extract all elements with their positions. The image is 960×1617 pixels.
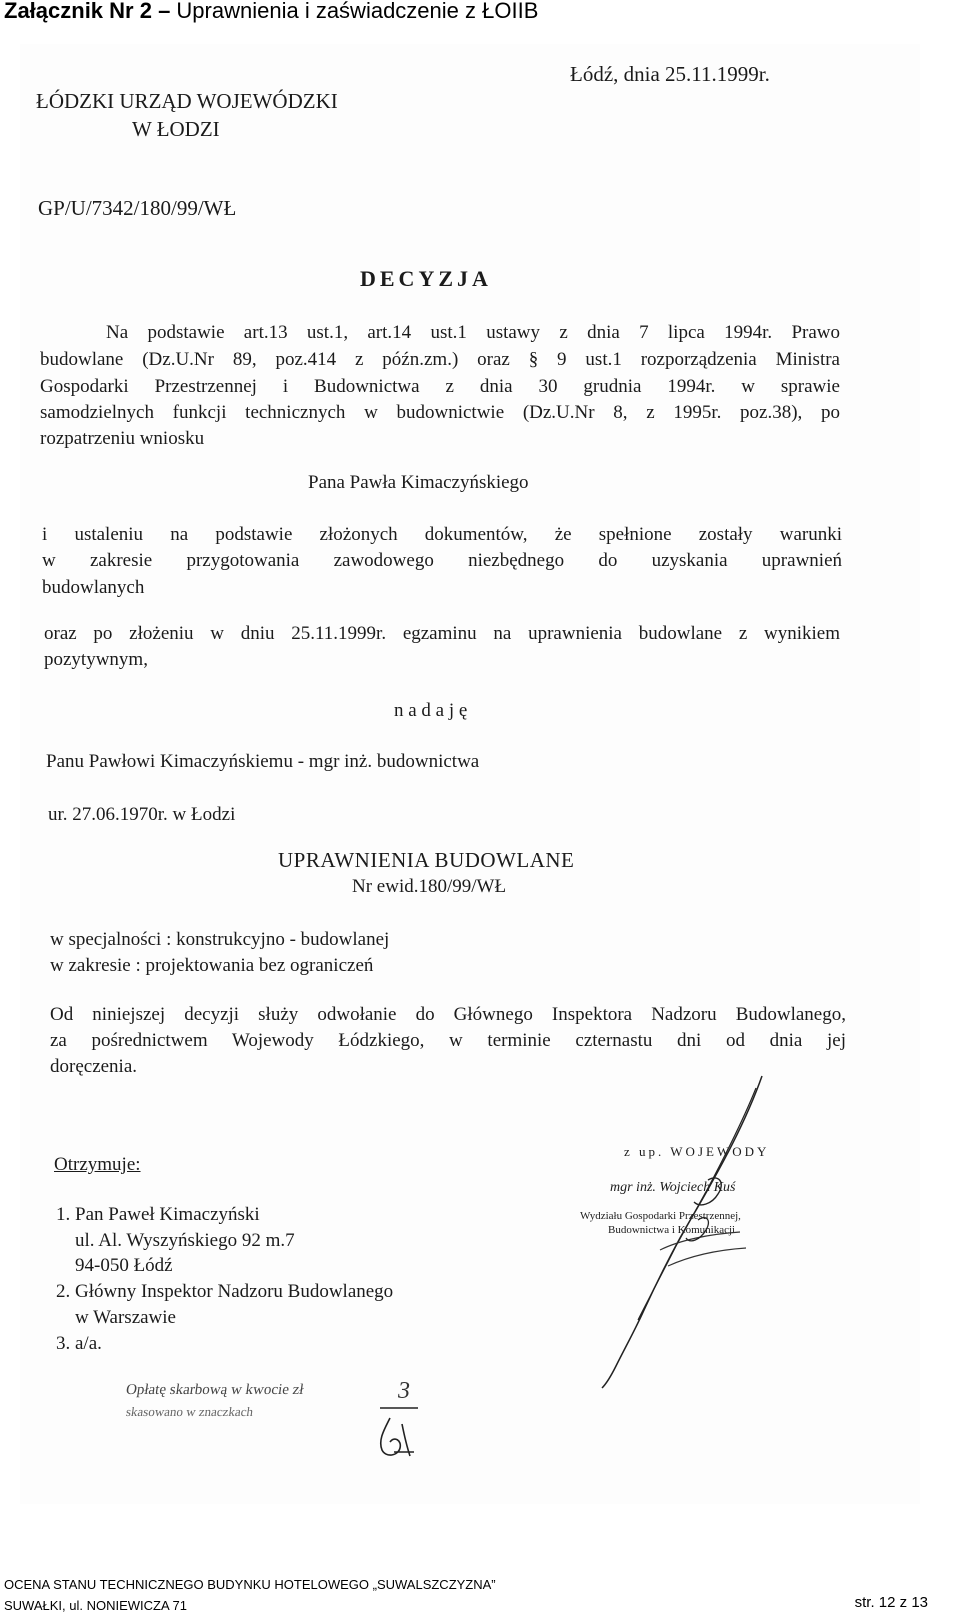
- fee-initials-mark: [370, 1404, 430, 1464]
- reference-number: GP/U/7342/180/99/WŁ: [38, 196, 237, 220]
- basis-line-2: budowlane (Dz.U.Nr 89, poz.414 z późn.zm.) oraz § 9 ust.1 rozporządzenia Ministra: [40, 349, 840, 370]
- basis-line-5: rozpatrzeniu wniosku: [40, 428, 205, 449]
- fee-amount: 3: [398, 1378, 410, 1404]
- appeal-line-1: Od niniejszej decyzji służy odwołanie do Głównego Inspektora Nadzoru Budowlanego,: [50, 1004, 846, 1025]
- findings-line-2: w zakresie przygotowania zawodowego niezbędnego do uzyskania uprawnień: [42, 550, 842, 571]
- basis-line-1: Na podstawie art.13 ust.1, art.14 ust.1 ustawy z dnia 7 lipca 1994r. Prawo: [106, 322, 840, 343]
- fee-note-line-2: skasowano w znaczkach: [125, 1404, 255, 1419]
- specialty-line: w specjalności : konstrukcyjno - budowlanej: [50, 929, 390, 950]
- stamp-line-4: Budownictwa i Komunikacji: [608, 1224, 736, 1236]
- basis-line-4: samodzielnych funkcji technicznych w budownictwie (Dz.U.Nr 8, z 1995r. poz.38), po: [40, 402, 840, 423]
- header-dash: –: [151, 0, 177, 23]
- recipients-label: Otrzymuje:: [54, 1154, 141, 1175]
- findings-line-3: budowlanych: [42, 577, 145, 598]
- findings-line-1: i ustaleniu na podstawie złożonych dokumentów, że spełnione zostały warunki: [42, 524, 842, 545]
- permit-title: UPRAWNIENIA BUDOWLANE: [278, 848, 575, 872]
- applicant-name: Pana Pawła Kimaczyńskiego: [308, 472, 529, 493]
- page-number: str. 12 z 13: [854, 1594, 928, 1611]
- footer-title: OCENA STANU TECHNICZNEGO BUDYNKU HOTELOWEGO „SUWALSZCZYZNA”: [4, 1577, 496, 1592]
- recipient-item-5: w Warszawie: [56, 1307, 176, 1328]
- stamp-line-2: mgr inż. Wojciech Kuś: [610, 1180, 736, 1195]
- basis-line-3: Gospodarki Przestrzennej i Budownictwa z dnia 30 grudnia 1994r. w sprawie: [40, 376, 840, 397]
- permit-number: Nr ewid.180/99/WŁ: [352, 876, 507, 897]
- issuer-line-1: ŁÓDZKI URZĄD WOJEWÓDZKI: [36, 89, 338, 113]
- header-prefix: Załącznik Nr 2: [4, 0, 152, 23]
- recipient-item-1: 1. Pan Paweł Kimaczyński: [56, 1204, 260, 1225]
- issuer-line-2: W ŁODZI: [132, 117, 220, 141]
- scanned-document: [20, 44, 920, 1504]
- appeal-line-3: doręczenia.: [50, 1056, 138, 1077]
- footer-address: SUWAŁKI, ul. NONIEWICZA 71: [4, 1598, 188, 1613]
- stamp-line-3: Wydziału Gospodarki Przestrzennej,: [580, 1210, 741, 1222]
- header-title: Uprawnienia i zaświadczenie z ŁOIIB: [176, 0, 539, 23]
- stamp-line-1: z up. WOJEWODY: [624, 1144, 770, 1159]
- recipient-item-4: 2. Główny Inspektor Nadzoru Budowlanego: [56, 1281, 394, 1302]
- handwritten-signature: [540, 1070, 880, 1390]
- exam-line-1: oraz po złożeniu w dniu 25.11.1999r. egzaminu na uprawnienia budowlane z wynikiem: [44, 623, 840, 644]
- recipient-item-3: 94-050 Łódź: [56, 1255, 173, 1276]
- fee-note-line-1: Opłatę skarbową w kwocie zł: [124, 1382, 305, 1398]
- recipient-line: Panu Pawłowi Kimaczyńskiemu - mgr inż. budownictwa: [46, 751, 480, 772]
- recipient-item-2: ul. Al. Wyszyńskiego 92 m.7: [56, 1230, 295, 1251]
- place-date: Łódź, dnia 25.11.1999r.: [570, 62, 770, 86]
- exam-line-2: pozytywnym,: [44, 649, 148, 670]
- grants-word: n a d a j ę: [394, 700, 468, 721]
- appeal-line-2: za pośrednictwem Wojewody Łódzkiego, w terminie czternastu dni od dnia jej: [50, 1030, 846, 1051]
- page-header: [4, 0, 538, 24]
- scope-line: w zakresie : projektowania bez ograniczeń: [50, 955, 374, 976]
- decision-heading: DECYZJA: [360, 266, 492, 291]
- birth-line: ur. 27.06.1970r. w Łodzi: [48, 804, 236, 825]
- recipient-item-6: 3. a/a.: [56, 1333, 102, 1354]
